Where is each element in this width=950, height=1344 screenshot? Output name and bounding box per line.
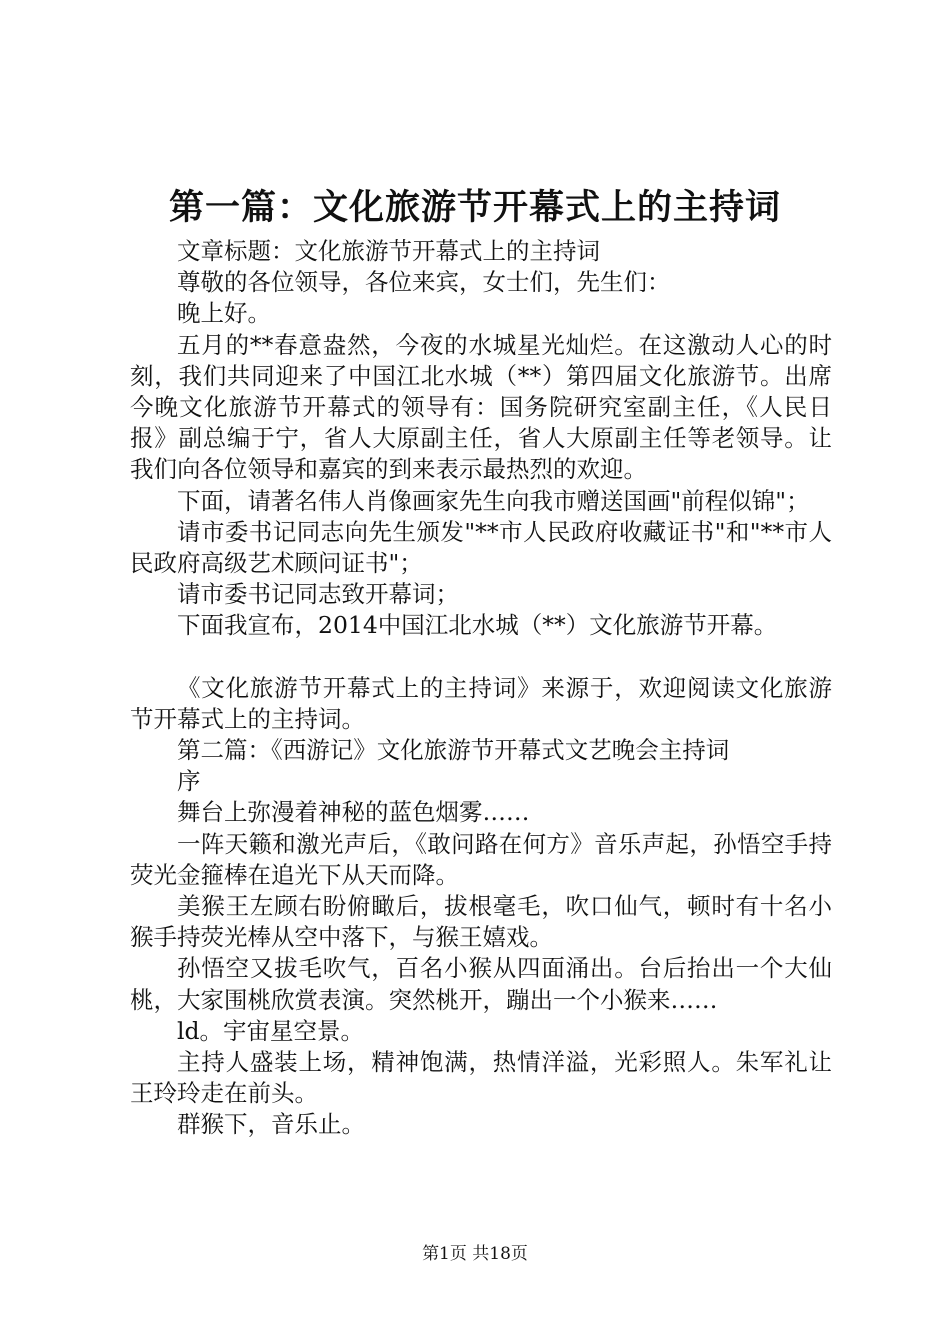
paragraph-starry-sky: ld。宇宙星空景。 <box>177 1016 365 1045</box>
paragraph-greeting: 尊敬的各位领导，各位来宾，女士们，先生们： <box>177 268 671 297</box>
paragraph-opening: 五月的**春意盎然，今夜的水城星光灿烂。在这激动人心的时刻，我们共同迎来了中国江北水城（**）第四届文化旅游节。出席今晚文化旅游节开幕式的领导有：国务院研究室副主任，《人民日报》副总编于宁，省人大原副主任，省人大原副主任等老领导。让我们向各位领导和嘉宾的到来表示最热烈的欢迎。 <box>130 330 832 484</box>
paragraph-good-evening: 晚上好。 <box>177 299 271 328</box>
paragraph-ten-monkeys: 美猴王左顾右盼俯瞰后，拔根毫毛，吹口仙气，顿时有十名小猴手持荧光棒从空中落下，与猴王嬉戏。 <box>130 892 832 952</box>
paragraph-source: 《文化旅游节开幕式上的主持词》来源于，欢迎阅读文化旅游节开幕式上的主持词。 <box>130 673 832 733</box>
document-title: 第一篇：文化旅游节开幕式上的主持词 <box>168 187 781 228</box>
paragraph-article-title: 文章标题：文化旅游节开幕式上的主持词 <box>177 237 600 265</box>
paragraph-painting-gift: 下面，请著名伟人肖像画家先生向我市赠送国画"前程似锦"； <box>177 486 810 515</box>
document-body <box>130 236 832 1141</box>
paragraph-hosts-enter: 主持人盛装上场，精神饱满，热情洋溢，光彩照人。朱军礼让王玲玲走在前头。 <box>130 1048 832 1108</box>
paragraph-prologue: 序 <box>177 767 201 796</box>
paragraph-monkey-king-descends: 一阵天籁和激光声后，《敢问路在何方》音乐声起，孙悟空手持荧光金箍棒在追光下从天而降。 <box>130 829 832 889</box>
paragraph-spacer <box>130 642 832 673</box>
paragraph-stage-smoke: 舞台上弥漫着神秘的蓝色烟雾…… <box>177 798 530 827</box>
paragraph-music-stops: 群猴下，音乐止。 <box>177 1110 365 1139</box>
paragraph-certificate: 请市委书记同志向先生颁发"**市人民政府收藏证书"和"**市人民政府高级艺术顾问证书"； <box>130 517 832 578</box>
paragraph-hundred-monkeys: 孙悟空又拔毛吹气，百名小猴从四面涌出。台后抬出一个大仙桃，大家围桃欣赏表演。突然桃开，蹦出一个小猴来…… <box>130 954 832 1014</box>
paragraph-announcement: 下面我宣布，2014中国江北水城（**）文化旅游节开幕。 <box>177 611 778 640</box>
page-number-footer: 第1页 共18页 <box>422 1244 528 1264</box>
paragraph-opening-speech: 请市委书记同志致开幕词； <box>177 580 459 609</box>
paragraph-second-title: 第二篇：《西游记》文化旅游节开幕式文艺晚会主持词 <box>177 736 730 765</box>
